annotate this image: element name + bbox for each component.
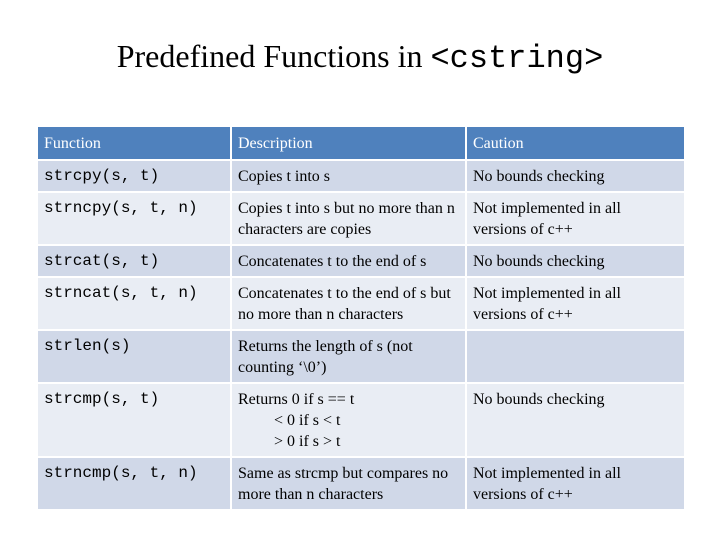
cell-description: Concatenates t to the end of s xyxy=(232,246,465,276)
description-line: < 0 if s < t xyxy=(274,412,341,429)
cell-description: Copies t into s but no more than n characters are copies xyxy=(232,193,465,244)
cell-function: strncat(s, t, n) xyxy=(38,278,230,329)
cell-caution: No bounds checking xyxy=(467,246,684,276)
table-row xyxy=(38,246,684,276)
slide-title-header-name: <cstring> xyxy=(430,40,604,77)
table-header-row xyxy=(38,127,684,159)
table-row xyxy=(38,278,684,329)
description-line: > 0 if s > t xyxy=(274,433,341,450)
description-line: Returns 0 if s == t xyxy=(238,391,355,408)
cell-caution: No bounds checking xyxy=(467,161,684,191)
cell-caution: Not implemented in all versions of c++ xyxy=(467,278,684,329)
header-description: Description xyxy=(232,127,465,159)
cell-function: strcat(s, t) xyxy=(38,246,230,276)
table-row xyxy=(38,458,684,509)
cell-description xyxy=(232,384,465,456)
cell-caution: No bounds checking xyxy=(467,384,684,456)
cell-caution xyxy=(467,331,684,382)
cell-description: Concatenates t to the end of s but no more than n characters xyxy=(232,278,465,329)
slide-title xyxy=(0,34,720,81)
cell-caution: Not implemented in all versions of c++ xyxy=(467,458,684,509)
cell-function: strlen(s) xyxy=(38,331,230,382)
cell-description: Copies t into s xyxy=(232,161,465,191)
cell-caution: Not implemented in all versions of c++ xyxy=(467,193,684,244)
functions-table xyxy=(36,125,686,511)
cell-description: Same as strcmp but compares no more than n characters xyxy=(232,458,465,509)
table-row xyxy=(38,161,684,191)
cell-function: strcmp(s, t) xyxy=(38,384,230,456)
header-caution: Caution xyxy=(467,127,684,159)
slide-title-text: Predefined Functions in xyxy=(116,38,431,74)
table-row xyxy=(38,193,684,244)
table-row xyxy=(38,331,684,382)
cell-function: strncmp(s, t, n) xyxy=(38,458,230,509)
table-row xyxy=(38,384,684,456)
cell-description: Returns the length of s (not counting ‘\0’) xyxy=(232,331,465,382)
cell-function: strncpy(s, t, n) xyxy=(38,193,230,244)
header-function: Function xyxy=(38,127,230,159)
cell-function: strcpy(s, t) xyxy=(38,161,230,191)
